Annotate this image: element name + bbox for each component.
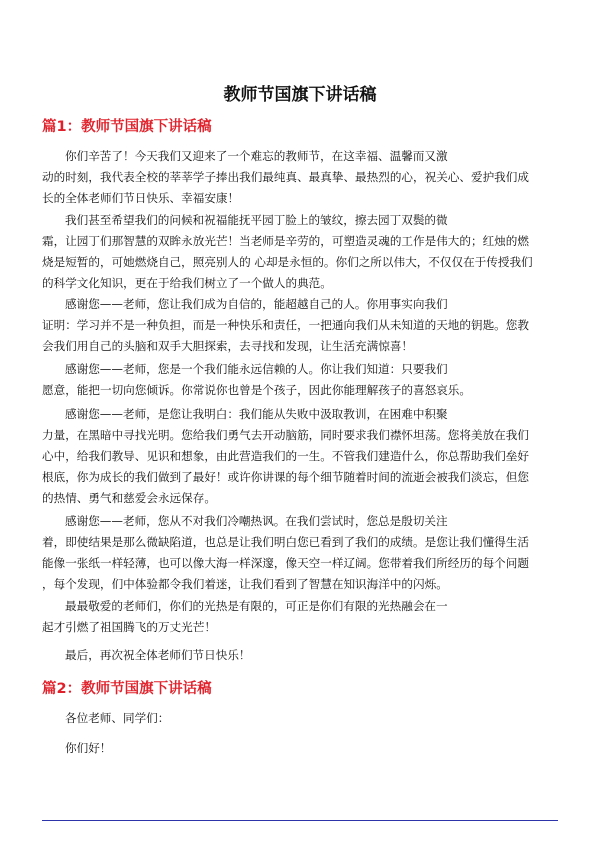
paragraph	[42, 596, 562, 638]
text-line: 的热情、勇气和慈爱会永远保存。	[42, 491, 216, 505]
text-line: 感谢您——老师，您让我们成为自信的，能超越自己的人。你用事实向我们	[65, 297, 448, 311]
paragraph	[42, 511, 562, 595]
text-line: 力量，在黑暗中寻找光明。您给我们勇气去开动脑筋，同时要求我们襟怀坦荡。您将美放在我们	[42, 428, 529, 442]
text-line: 我们甚至希望我们的问候和祝福能抚平园丁脸上的皱纹，擦去园丁双鬓的微	[65, 213, 448, 227]
text-line: 着，即使结果是那么微缺陷道，也总是让我们明白您已看到了我们的成绩。是您让我们懂得生活	[42, 535, 529, 549]
text-line: 最后，再次祝全体老师们节日快乐！	[65, 648, 251, 662]
text-line: 能像一张纸一样轻薄，也可以像大海一样深邃，像天空一样辽阔。您带着我们所经历的每个问题	[42, 556, 529, 570]
paragraph	[42, 210, 562, 294]
paragraph	[42, 294, 562, 357]
page-title: 教师节国旗下讲话稿	[223, 85, 377, 105]
paragraph	[42, 146, 562, 209]
text-line: 各位老师、同学们：	[65, 711, 170, 725]
text-line: 起才引燃了祖国腾飞的万丈光芒！	[42, 620, 216, 634]
paragraph	[42, 359, 562, 401]
paragraph	[42, 404, 562, 509]
text-line: 最最敬爱的老师们，你们的光热是有限的，可正是你们有限的光热融会在一	[65, 599, 448, 613]
paragraph	[42, 708, 562, 729]
text-line: 的科学文化知识，更在于给我们树立了一个做人的典范。	[42, 276, 332, 290]
text-line: 烧是短暂的，可她燃烧自己，照亮别人的 心却是永恒的。你们之所以伟大，不仅仅在于传授我们	[42, 255, 533, 269]
text-line: 会我们用自己的头脑和双手大胆探索，去寻找和发现，让生活充满惊喜！	[42, 339, 414, 353]
text-line: 愿意，能把一切向您倾诉。你常说你也曾是个孩子，因此你能理解孩子的喜怒哀乐。	[42, 383, 471, 397]
text-line: 根底，你为成长的我们做到了最好！或许你讲课的每个细节随着时间的流逝会被我们淡忘，但您	[42, 470, 529, 484]
section-heading-1: 篇1：教师节国旗下讲话稿	[42, 119, 212, 135]
text-line: 你们辛苦了！今天我们又迎来了一个难忘的教师节，在这幸福、温馨而又激	[65, 149, 448, 163]
text-line: 感谢您——老师，是您让我明白：我们能从失败中汲取教训，在困难中积聚	[65, 407, 448, 421]
paragraph	[42, 645, 562, 666]
section-heading-2: 篇2：教师节国旗下讲话稿	[42, 681, 212, 697]
text-line: 感谢您——老师，您从不对我们冷嘲热讽。在我们尝试时，您总是殷切关注	[65, 514, 448, 528]
text-line: 霜，让园丁们那智慧的双眸永放光芒！当老师是辛劳的，可塑造灵魂的工作是伟大的；红烛的燃	[42, 234, 529, 248]
text-line: ，每个发现，们中体验都令我们着迷，让我们看到了智慧在知识海洋中的闪烁。	[42, 577, 448, 591]
text-line: 你们好！	[65, 741, 112, 755]
paragraph	[42, 738, 562, 759]
text-line: 证明：学习并不是一种负担，而是一种快乐和责任，一把通向我们从未知道的天地的钥匙。您教	[42, 318, 529, 332]
text-line: 心中，给我们教导、见识和想象，由此营造我们的一生。不管我们建造什么，你总帮助我们垒好	[42, 449, 529, 463]
text-line: 感谢您——老师，您是一个我们能永远信赖的人。你让我们知道：只要我们	[65, 362, 448, 376]
footer-divider	[42, 820, 558, 821]
text-line: 长的全体老师们节日快乐、幸福安康！	[42, 191, 240, 205]
text-line: 动的时刻，我代表全校的莘莘学子捧出我们最纯真、最真挚、最热烈的心，祝关心、爱护我们成	[42, 170, 529, 184]
